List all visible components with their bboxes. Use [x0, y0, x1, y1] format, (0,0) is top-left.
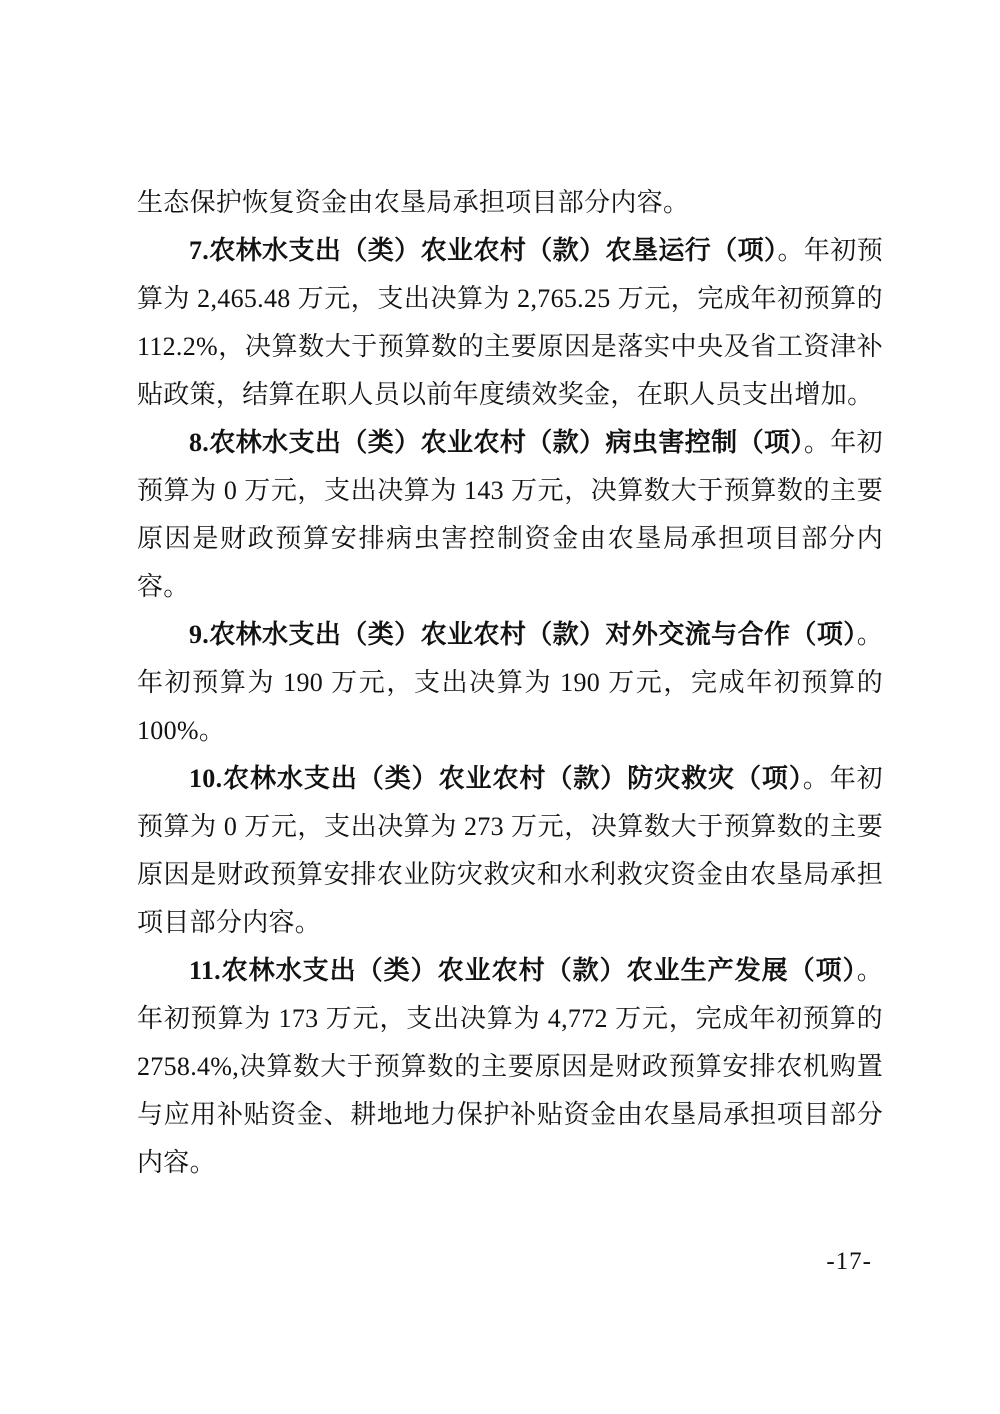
section-8-heading: 8.农林水支出（类）农业农村（款）病虫害控制（项） [189, 428, 804, 457]
section-9-paragraph [137, 611, 883, 755]
paragraph-continuation-text: 生态保护恢复资金由农垦局承担项目部分内容。 [137, 188, 690, 217]
section-9-body-text: 。年初预算为 190 万元，支出决算为 190 万元，完成年初预算的 100%。 [137, 620, 883, 745]
section-7-heading: 7.农林水支出（类）农业农村（款）农垦运行（项） [189, 236, 778, 265]
page-number: -17- [826, 1248, 872, 1275]
section-7-body-text: 。年初预算为 2,465.48 万元，支出决算为 2,765.25 万元，完成年初预算的 112.2%，决算数大于预算数的主要原因是落实中央及省工资津补贴政策，结算在职人员以前年度绩效奖金，在职人员支出增加。 [137, 236, 883, 409]
section-11-paragraph [137, 947, 883, 1187]
section-7-paragraph [137, 227, 883, 419]
section-11-heading: 11.农林水支出（类）农业农村（款）农业生产发展（项） [189, 956, 857, 985]
paragraph-continuation [137, 179, 883, 227]
section-10-body-text: 。年初预算为 0 万元，支出决算为 273 万元，决算数大于预算数的主要原因是财政预算安排农业防灾救灾和水利救灾资金由农垦局承担项目部分内容。 [137, 764, 883, 937]
section-11-body-text: 。年初预算为 173 万元，支出决算为 4,772 万元，完成年初预算的 2758.4%,决算数大于预算数的主要原因是财政预算安排农机购置与应用补贴资金、耕地地力保护补贴资金由农垦局承担项目部分内容。 [137, 956, 883, 1177]
section-10-heading: 10.农林水支出（类）农业农村（款）防灾救灾（项） [189, 764, 803, 793]
document-body [137, 179, 883, 1187]
section-8-paragraph [137, 419, 883, 611]
section-10-paragraph [137, 755, 883, 947]
section-8-body-text: 。年初预算为 0 万元，支出决算为 143 万元，决算数大于预算数的主要原因是财政预算安排病虫害控制资金由农垦局承担项目部分内容。 [137, 428, 883, 601]
section-9-heading: 9.农林水支出（类）农业农村（款）对外交流与合作（项） [189, 620, 857, 649]
